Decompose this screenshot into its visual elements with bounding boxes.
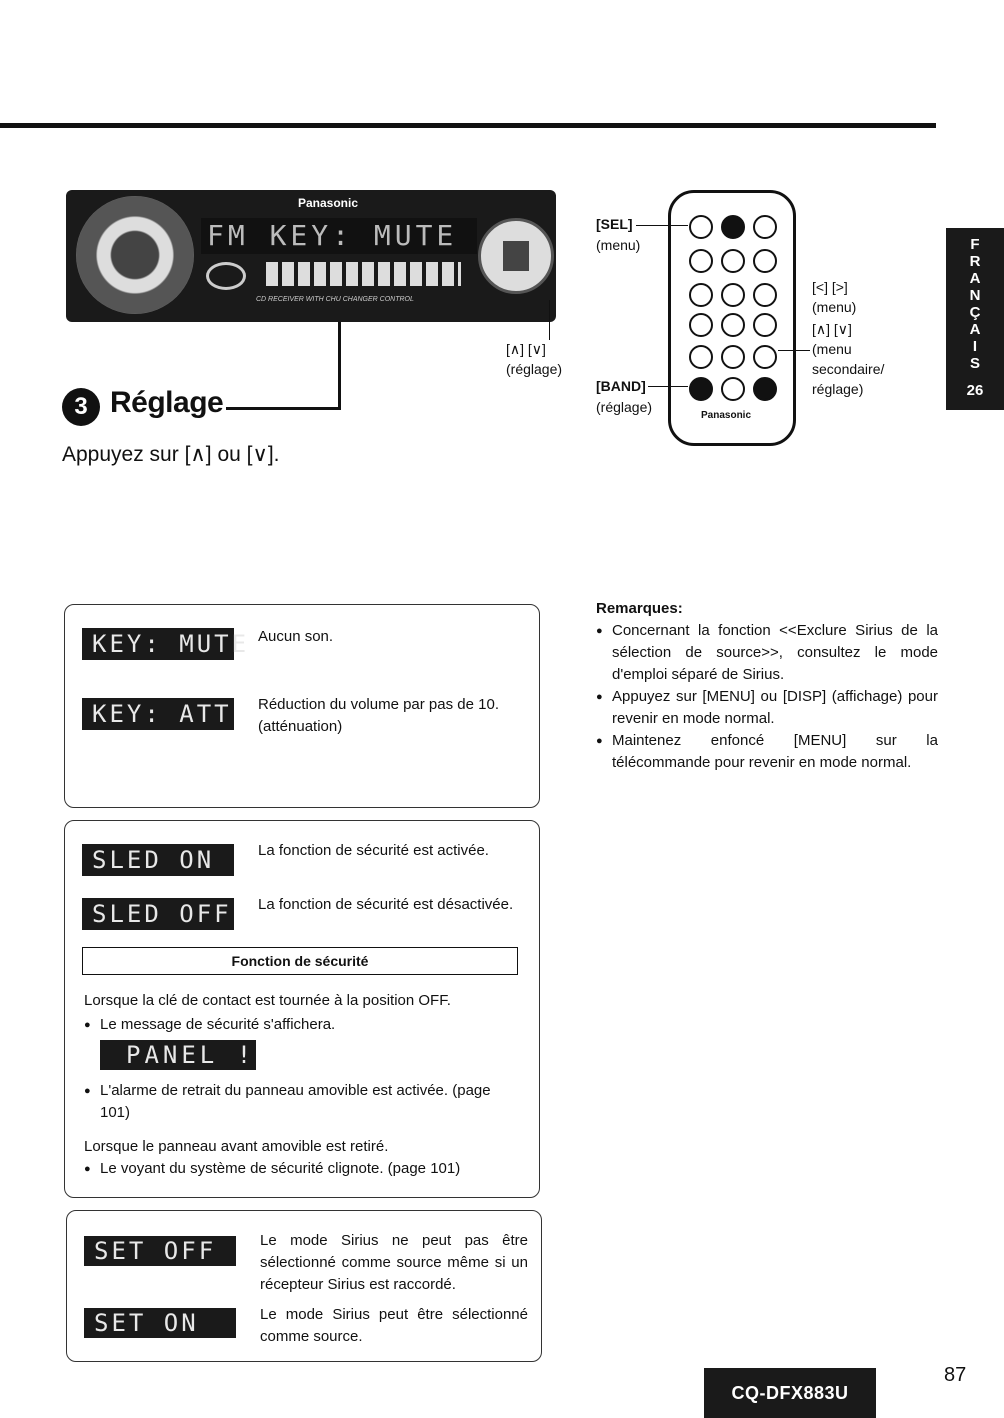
head-unit-brand: Panasonic bbox=[298, 196, 359, 210]
security-paragraph-1: Lorsque la clé de contact est tournée à la position OFF. bbox=[84, 992, 451, 1009]
security-bullet-3: ● Le voyant du système de sécurité clignote. (page 101) bbox=[84, 1158, 524, 1180]
button-0-icon bbox=[721, 377, 745, 401]
security-bullet-list-1 bbox=[84, 1014, 524, 1036]
button-1-icon bbox=[689, 283, 713, 307]
sled-off-description: La fonction de sécurité est désactivée. bbox=[258, 896, 514, 913]
lcd-key-att: KEY: ATT bbox=[82, 698, 234, 730]
remarks-title: Remarques: bbox=[596, 600, 683, 617]
updown-label: [∧] [∨] bbox=[506, 341, 546, 357]
key-att-description: Réduction du volume par pas de 10. (atténuation) bbox=[258, 696, 499, 735]
security-bullet-list-2 bbox=[84, 1080, 524, 1124]
head-unit-illustration bbox=[66, 190, 556, 322]
remarks-list bbox=[596, 620, 938, 774]
step-number-badge: 3 bbox=[62, 388, 100, 426]
direction-pad-icon bbox=[478, 218, 554, 294]
leader-line bbox=[549, 300, 550, 340]
model-number: CQ-DFX883U bbox=[704, 1368, 876, 1418]
lcd-panel-warning: PANEL ! bbox=[100, 1040, 256, 1070]
lcd-key-mute: KEY: MUTE bbox=[82, 628, 234, 660]
key-mute-description: Aucun son. bbox=[258, 628, 334, 645]
security-bullet-2: ● L'alarme de retrait du panneau amovible est activée. (page 101) bbox=[84, 1080, 524, 1124]
leader-line bbox=[636, 225, 688, 226]
lcd-set-on: SET ON bbox=[84, 1308, 236, 1338]
number-button-icon bbox=[721, 249, 745, 273]
left-right-sub-label: (menu) bbox=[812, 299, 857, 315]
remote-updown-sub-2: secondaire/ bbox=[812, 361, 885, 377]
security-paragraph-2: Lorsque le panneau avant amovible est retiré. bbox=[84, 1138, 389, 1155]
button-5-icon bbox=[721, 313, 745, 337]
remote-updown-sub-1: (menu bbox=[812, 341, 852, 357]
head-unit-footer: CD RECEIVER WITH CHU CHANGER CONTROL bbox=[256, 296, 414, 303]
step-instruction: Appuyez sur [∧] ou [∨]. bbox=[62, 443, 280, 466]
band-label: [BAND] bbox=[596, 378, 646, 394]
left-right-label: [<] [>] bbox=[812, 279, 848, 295]
remark-item: ● Maintenez enfoncé [MENU] sur la télécommande pour revenir en mode normal. bbox=[596, 730, 938, 774]
language-tab bbox=[946, 228, 1004, 410]
set-off-description: Le mode Sirius ne peut pas être sélectionné comme source même si un récepteur Sirius est raccordé. bbox=[260, 1232, 528, 1293]
language-tab-number: 26 bbox=[966, 382, 984, 399]
leader-line bbox=[338, 322, 341, 410]
page-number: 87 bbox=[944, 1364, 967, 1386]
security-bullet-1: ● Le message de sécurité s'affichera. bbox=[84, 1014, 524, 1036]
remote-updown-label: [∧] [∨] bbox=[812, 321, 852, 337]
button-7-icon bbox=[689, 345, 713, 369]
band-sub-label: (réglage) bbox=[596, 399, 653, 415]
language-tab-letters: F R A N Ç A I S bbox=[969, 236, 981, 372]
disp-button-icon bbox=[753, 377, 777, 401]
sel-sub-label: (menu) bbox=[596, 237, 641, 253]
remote-brand: Panasonic bbox=[701, 410, 752, 421]
button-9-icon bbox=[753, 345, 777, 369]
step-title: Réglage bbox=[110, 386, 224, 419]
power-button-icon bbox=[689, 215, 713, 239]
lcd-set-off: SET OFF bbox=[84, 1236, 236, 1266]
volume-knob-icon bbox=[76, 196, 194, 314]
leader-line bbox=[226, 407, 341, 410]
remark-item: ● Concernant la fonction <<Exclure Sirius de la sélection de source>>, consultez le mode d'emploi séparé de Sirius. bbox=[596, 620, 938, 686]
top-rule bbox=[0, 123, 936, 128]
leader-line bbox=[778, 350, 810, 351]
head-unit-display: FM KEY: MUTE bbox=[201, 218, 477, 254]
remote-control-illustration bbox=[668, 190, 796, 446]
security-section-title: Fonction de sécurité bbox=[82, 947, 518, 975]
security-bullet-list-3 bbox=[84, 1158, 524, 1180]
remote-updown-sub-3: réglage) bbox=[812, 381, 864, 397]
updown-sub-label: (réglage) bbox=[506, 361, 563, 377]
equalizer-bars-icon bbox=[266, 262, 461, 286]
button-8-icon bbox=[721, 345, 745, 369]
mute-button-icon bbox=[689, 249, 713, 273]
lcd-sled-off: SLED OFF bbox=[82, 898, 234, 930]
lcd-sled-on: SLED ON bbox=[82, 844, 234, 876]
up-button-icon bbox=[753, 215, 777, 239]
remark-item: ● Appuyez sur [MENU] ou [DISP] (affichage) pour revenir en mode normal. bbox=[596, 686, 938, 730]
set-on-description: Le mode Sirius peut être sélectionné comme source. bbox=[260, 1306, 528, 1345]
button-2-icon bbox=[721, 283, 745, 307]
button-3-icon bbox=[753, 283, 777, 307]
sel-button-icon bbox=[721, 215, 745, 239]
band-button-icon bbox=[689, 377, 713, 401]
sel-label: [SEL] bbox=[596, 216, 633, 232]
disc-icon bbox=[206, 262, 246, 290]
sled-on-description: La fonction de sécurité est activée. bbox=[258, 842, 489, 859]
button-6-icon bbox=[753, 313, 777, 337]
leader-line bbox=[648, 386, 688, 387]
down-button-icon bbox=[753, 249, 777, 273]
button-4-icon bbox=[689, 313, 713, 337]
